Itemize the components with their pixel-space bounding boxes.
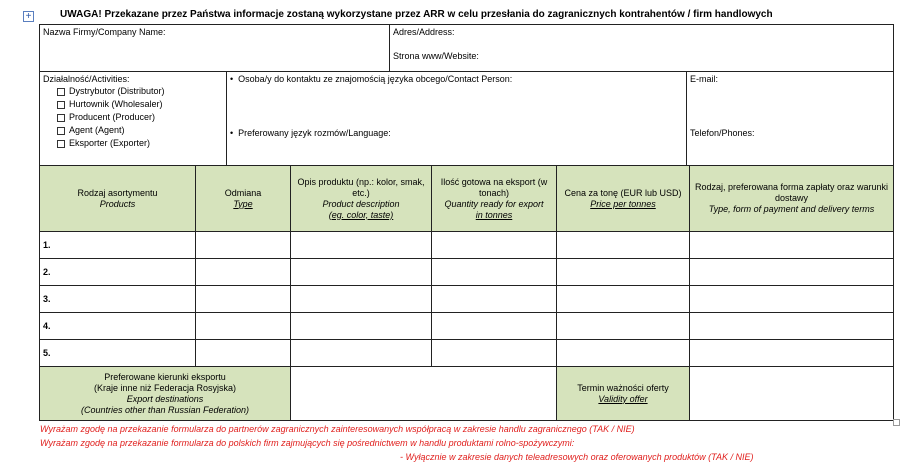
header-price: Cena za tonę (EUR lub USD) Price per tonnes bbox=[557, 166, 690, 232]
export-destinations-input[interactable] bbox=[291, 367, 557, 421]
row-number: 2. bbox=[40, 259, 196, 286]
header-products: Rodzaj asortymentu Products bbox=[40, 166, 196, 232]
row-number: 4. bbox=[40, 313, 196, 340]
consent-domestic-scope: - Wyłącznie w zakresie danych teleadresowych oraz oferowanych produktów (TAK / NIE) bbox=[400, 452, 754, 462]
consent-domestic: Wyrażam zgodę na przekazanie formularza do polskich firm zajmujących się pośrednictwem w handlu produktami rolno-spożywczymi: bbox=[40, 438, 575, 448]
address-label: Adres/Address: bbox=[393, 27, 455, 37]
activity-option-wholesaler[interactable]: Hurtownik (Wholesaler) bbox=[43, 98, 223, 111]
phone-label: Telefon/Phones: bbox=[690, 128, 755, 138]
table-row bbox=[40, 232, 894, 259]
email-phone-cell[interactable] bbox=[687, 72, 894, 166]
activity-option-distributor[interactable]: Dystrybutor (Distributor) bbox=[43, 85, 223, 98]
table-row bbox=[40, 259, 894, 286]
contact-cell[interactable] bbox=[227, 72, 687, 166]
contact-person-item: • Osoba/y do kontaktu ze znajomością języka obcego/Contact Person: bbox=[230, 74, 513, 84]
header-payment: Rodzaj, preferowana forma zapłaty oraz warunki dostawy Type, form of payment and delivery terms bbox=[690, 166, 894, 232]
input-cell[interactable] bbox=[690, 232, 894, 259]
company-table bbox=[39, 24, 894, 72]
input-cell[interactable] bbox=[291, 259, 432, 286]
activity-option-agent[interactable]: Agent (Agent) bbox=[43, 124, 223, 137]
notice-heading: UWAGA! Przekazane przez Państwa informacje zostaną wykorzystane przez ARR w celu przesłania do zagranicznych kontrahentów / firm handlowych bbox=[60, 9, 773, 20]
header-quantity: Ilość gotowa na eksport (w tonach) Quantity ready for export in tonnes bbox=[432, 166, 557, 232]
export-destinations-label: Preferowane kierunki eksportu (Kraje inne niż Federacja Rosyjska) Export destinations (Countries other than Russian Federation) bbox=[40, 367, 291, 421]
input-cell[interactable] bbox=[196, 313, 291, 340]
input-cell[interactable] bbox=[291, 232, 432, 259]
products-table bbox=[39, 165, 894, 421]
company-name-cell[interactable] bbox=[40, 25, 390, 72]
input-cell[interactable] bbox=[291, 286, 432, 313]
table-row bbox=[40, 340, 894, 367]
address-website-cell[interactable] bbox=[390, 25, 894, 72]
activities-contact-table bbox=[39, 71, 894, 166]
input-cell[interactable] bbox=[291, 313, 432, 340]
company-name-label: Nazwa Firmy/Company Name: bbox=[43, 27, 166, 37]
export-validity-row bbox=[40, 367, 894, 421]
input-cell[interactable] bbox=[557, 286, 690, 313]
consent-foreign: Wyrażam zgodę na przekazanie formularza do partnerów zagranicznych zainteresowanych współpracą w zakresie handlu zagranicznego (TAK / NIE) bbox=[40, 424, 635, 434]
input-cell[interactable] bbox=[196, 286, 291, 313]
products-header-row bbox=[40, 166, 894, 232]
table-resize-handle-icon[interactable] bbox=[893, 419, 900, 426]
header-description: Opis produktu (np.: kolor, smak, etc.) Product description (eg. color, taste) bbox=[291, 166, 432, 232]
header-type: Odmiana Type bbox=[196, 166, 291, 232]
row-number: 1. bbox=[40, 232, 196, 259]
input-cell[interactable] bbox=[690, 313, 894, 340]
language-item: • Preferowany język rozmów/Language: bbox=[230, 128, 391, 138]
input-cell[interactable] bbox=[432, 259, 557, 286]
input-cell[interactable] bbox=[432, 313, 557, 340]
input-cell[interactable] bbox=[690, 340, 894, 367]
input-cell[interactable] bbox=[196, 340, 291, 367]
row-number: 3. bbox=[40, 286, 196, 313]
input-cell[interactable] bbox=[557, 259, 690, 286]
row-number: 5. bbox=[40, 340, 196, 367]
input-cell[interactable] bbox=[557, 340, 690, 367]
input-cell[interactable] bbox=[432, 232, 557, 259]
activities-label: Działalność/Activities: bbox=[43, 74, 130, 84]
input-cell[interactable] bbox=[557, 232, 690, 259]
table-row bbox=[40, 313, 894, 340]
input-cell[interactable] bbox=[432, 286, 557, 313]
input-cell[interactable] bbox=[291, 340, 432, 367]
input-cell[interactable] bbox=[557, 313, 690, 340]
checkbox-icon[interactable] bbox=[57, 127, 65, 135]
website-label: Strona www/Website: bbox=[393, 51, 479, 61]
validity-offer-input[interactable] bbox=[690, 367, 894, 421]
checkbox-icon[interactable] bbox=[57, 101, 65, 109]
activity-option-producer[interactable]: Producent (Producer) bbox=[43, 111, 223, 124]
email-label: E-mail: bbox=[690, 74, 719, 84]
input-cell[interactable] bbox=[432, 340, 557, 367]
validity-offer-label: Termin ważności oferty Validity offer bbox=[557, 367, 690, 421]
checkbox-icon[interactable] bbox=[57, 140, 65, 148]
activities-cell bbox=[40, 72, 227, 166]
input-cell[interactable] bbox=[690, 286, 894, 313]
input-cell[interactable] bbox=[690, 259, 894, 286]
table-move-handle-icon[interactable]: + bbox=[23, 11, 34, 22]
input-cell[interactable] bbox=[196, 259, 291, 286]
input-cell[interactable] bbox=[196, 232, 291, 259]
table-row bbox=[40, 286, 894, 313]
checkbox-icon[interactable] bbox=[57, 114, 65, 122]
activity-option-exporter[interactable]: Eksporter (Exporter) bbox=[43, 137, 223, 150]
checkbox-icon[interactable] bbox=[57, 88, 65, 96]
